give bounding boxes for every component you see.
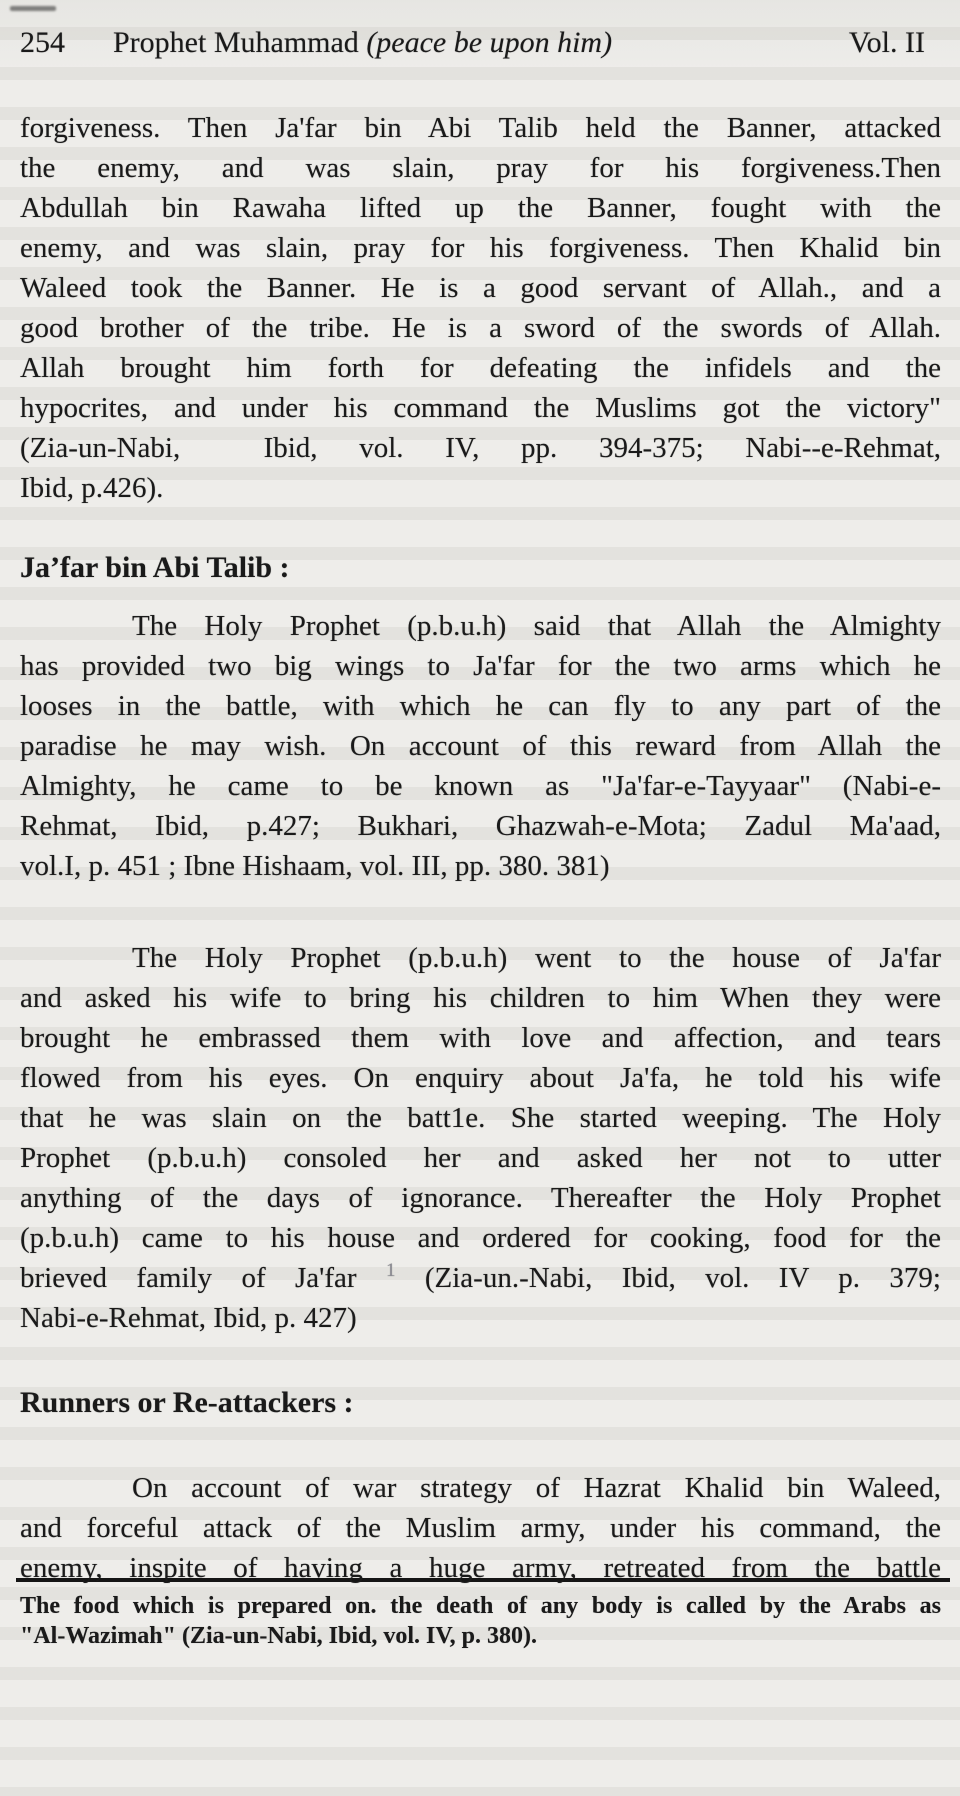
book-title-italic: (peace be upon him) bbox=[366, 26, 613, 59]
document-body bbox=[20, 108, 941, 1588]
page-content bbox=[0, 23, 960, 1651]
paragraph bbox=[20, 1468, 941, 1588]
text-line: vol.I, p. 451 ; Ibne Hishaam, vol. III, pp. 380. 381) bbox=[20, 850, 610, 882]
text-line: and asked his wife to bring his children to him When they were bbox=[20, 982, 941, 1014]
text-line: Abdullah bin Rawaha lifted up the Banner, fought with the bbox=[20, 192, 941, 224]
volume-label: Vol. II bbox=[848, 26, 925, 59]
text-line: anything of the days of ignorance. Thereafter the Holy Prophet bbox=[20, 1182, 941, 1214]
footnote-line: "Al-Wazimah" (Zia-un-Nabi, Ibid, vol. IV, p. 380). bbox=[20, 1623, 537, 1649]
paragraph bbox=[20, 938, 941, 1338]
text-line: forgiveness. Then Ja'far bin Abi Talib held the Banner, attacked bbox=[20, 112, 941, 144]
text-line: the enemy, and was slain, pray for his forgiveness.Then bbox=[20, 152, 941, 184]
text-line: Nabi-e-Rehmat, Ibid, p. 427) bbox=[20, 1302, 357, 1334]
page-number: 254 bbox=[20, 26, 65, 59]
text-line: enemy, inspite of having a huge army, retreated from the battle bbox=[20, 1552, 941, 1584]
text-line: The Holy Prophet (p.b.u.h) said that Allah the Almighty bbox=[132, 610, 941, 642]
paragraph bbox=[20, 108, 941, 508]
text-line: flowed from his eyes. On enquiry about Ja'fa, he told his wife bbox=[20, 1062, 941, 1094]
text-segment: (Zia-un.-Nabi, Ibid, vol. IV p. 379; bbox=[395, 1262, 941, 1294]
paragraph bbox=[20, 606, 941, 886]
text-line: Waleed took the Banner. He is a good servant of Allah., and a bbox=[20, 272, 941, 304]
text-line: On account of war strategy of Hazrat Khalid bin Waleed, bbox=[132, 1472, 941, 1504]
footnote-marker: 1 bbox=[385, 1260, 396, 1281]
text-line: Almighty, he came to be known as "Ja'far-e-Tayyaar" (Nabi-e- bbox=[20, 770, 941, 802]
text-line: (p.b.u.h) came to his house and ordered for cooking, food for the bbox=[20, 1222, 941, 1254]
book-title bbox=[113, 23, 849, 63]
text-line: Ibid, p.426). bbox=[20, 472, 164, 504]
section-heading: Ja’far bin Abi Talib : bbox=[20, 551, 290, 584]
book-title-text: Prophet Muhammad bbox=[113, 26, 367, 59]
text-line: that he was slain on the batt1e. She started weeping. The Holy bbox=[20, 1102, 941, 1134]
text-line: good brother of the tribe. He is a sword of the swords of Allah. bbox=[20, 312, 941, 344]
section-heading: Runners or Re-attackers : bbox=[20, 1386, 354, 1419]
text-line: and forceful attack of the Muslim army, under his command, the bbox=[20, 1512, 941, 1544]
text-line: looses in the battle, with which he can fly to any part of the bbox=[20, 690, 941, 722]
text-line: hypocrites, and under his command the Muslims got the victory" bbox=[20, 392, 941, 424]
text-line: has provided two big wings to Ja'far for the two arms which he bbox=[20, 650, 941, 682]
text-line bbox=[20, 1258, 941, 1298]
text-segment: brieved family of Ja'far bbox=[20, 1262, 386, 1294]
footnote-line: The food which is prepared on. the death of any body is called by the Arabs as bbox=[20, 1593, 941, 1619]
text-line: brought he embrassed them with love and affection, and tears bbox=[20, 1022, 941, 1054]
footnote bbox=[20, 1591, 941, 1651]
scan-artifact bbox=[10, 6, 56, 11]
text-line: The Holy Prophet (p.b.u.h) went to the house of Ja'far bbox=[132, 942, 941, 974]
page-header bbox=[20, 23, 941, 63]
text-line: Allah brought him forth for defeating the infidels and the bbox=[20, 352, 941, 384]
text-line: paradise he may wish. On account of this reward from Allah the bbox=[20, 730, 941, 762]
text-line: Rehmat, Ibid, p.427; Bukhari, Ghazwah-e-Mota; Zadul Ma'aad, bbox=[20, 810, 941, 842]
text-line: Prophet (p.b.u.h) consoled her and asked her not to utter bbox=[20, 1142, 941, 1174]
text-line: (Zia-un-Nabi, Ibid, vol. IV, pp. 394-375; Nabi--e-Rehmat, bbox=[20, 432, 941, 464]
text-line: enemy, and was slain, pray for his forgiveness. Then Khalid bin bbox=[20, 232, 941, 264]
